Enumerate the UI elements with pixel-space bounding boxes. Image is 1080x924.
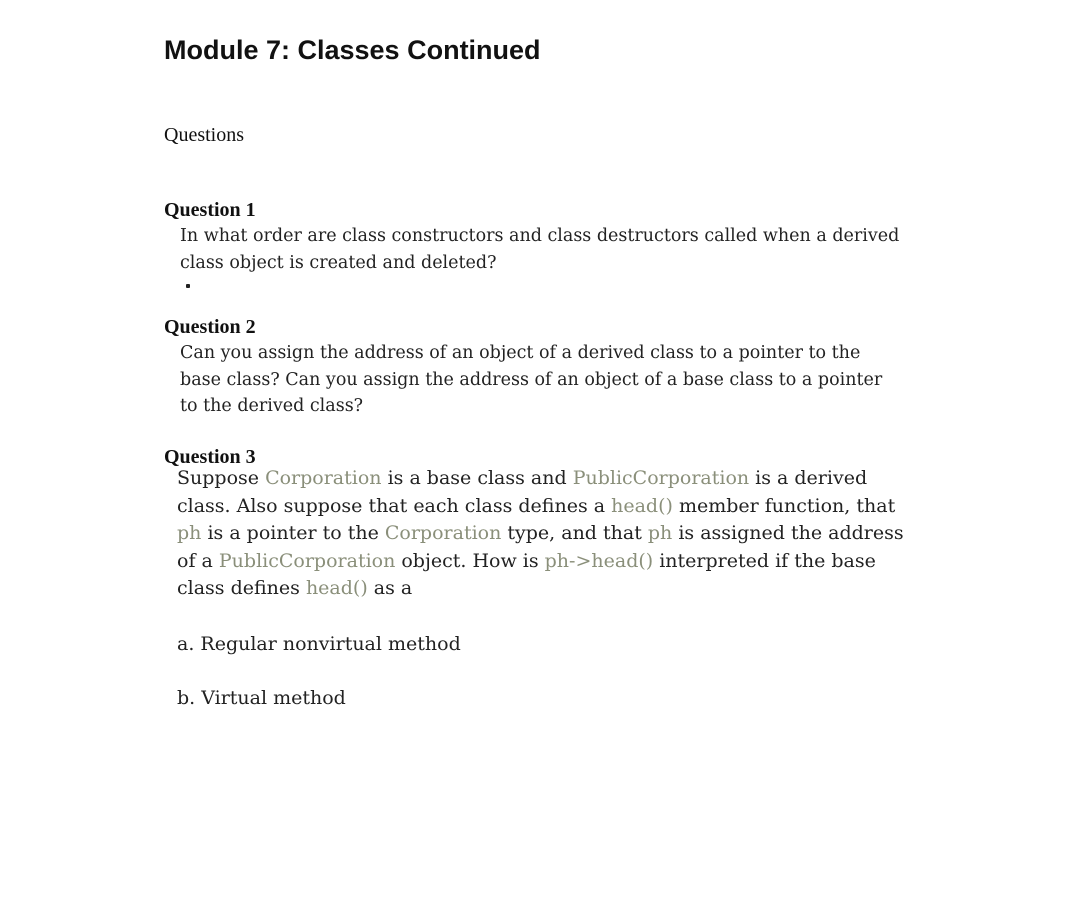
question-3-heading: Question 3 [164,446,256,468]
q3-text-segment: Suppose [177,467,266,489]
code-term: ph [177,522,202,544]
option-b: b. Virtual method [177,687,346,709]
q3-text-segment: is a pointer to the [201,522,385,544]
code-term: Corporation [384,522,502,544]
question-3-text [177,465,917,603]
q3-text-segment: member function, that [672,494,896,517]
q3-text-segment: interpreted if the base class defines [177,549,876,599]
q3-text-segment: object. How is [395,549,545,572]
code-term: head() [305,577,368,599]
code-term: Corporation [265,467,382,489]
code-term: ph [647,522,673,544]
question-1-heading: Question 1 [164,199,256,221]
bullet-mark [186,284,190,288]
code-term: PublicCorporation [572,467,750,489]
code-term: ph->head() [544,549,654,572]
section-label: Questions [164,124,244,146]
question-2-text: Can you assign the address of an object of a derived class to a pointer to the base class? Can you assign the address of an object of a base class to a pointer to the derived class? [180,343,883,416]
code-term: head() [611,494,673,517]
q3-text-segment: is assigned the address of a [177,522,904,572]
code-term: PublicCorporation [218,549,396,572]
q3-text-segment: is a derived class. Also suppose that each class defines a [177,467,868,517]
option-a: a. Regular nonvirtual method [177,633,461,655]
q3-text-segment: as a [367,577,413,599]
question-2-heading: Question 2 [164,316,256,338]
question-1-text: In what order are class constructors and class destructors called when a derived class object is created and deleted? [180,226,900,273]
q3-text-segment: type, and that [501,522,648,544]
page-title: Module 7: Classes Continued [164,35,541,65]
q3-text-segment: is a base class and [381,467,573,489]
